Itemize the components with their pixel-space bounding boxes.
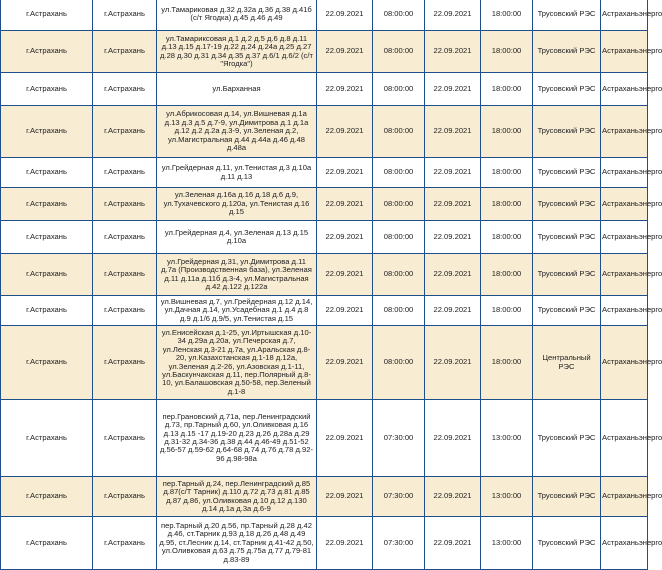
district-cell: г.Астрахань xyxy=(93,31,157,73)
address-cell: ул.Грейдерная д.11, ул.Тенистая д.3 д.10а д.11 д.13 xyxy=(157,158,317,188)
district-cell: г.Астрахань xyxy=(93,400,157,477)
end-date-cell: 22.09.2021 xyxy=(425,0,481,31)
address-cell: ул.Тамариксовая д.1 д.2 д.5 д.6 д.8 д.11 д.13 д.15 д.17-19 д.22 д.24 д.24а д.25 д.27 д.28 д.30 д.31 д.34 д.35 д.37 д.6/1 д.6/2 (с/т "Ягодка") xyxy=(157,31,317,73)
res-cell: Трусовский РЭС xyxy=(533,158,601,188)
district-cell: г.Астрахань xyxy=(93,0,157,31)
start-date-cell: 22.09.2021 xyxy=(317,254,373,296)
city-cell: г.Астрахань xyxy=(1,400,93,477)
address-cell: ул.Грейдерная д.4, ул.Зеленая д.13 д.15 д.10а xyxy=(157,221,317,254)
district-cell: г.Астрахань xyxy=(93,326,157,400)
address-cell: ул.Абрикосовая д.14, ул.Вишневая д.1а д.13 д.3 д.5 д.7-9, ул.Димитрова д.1 д.1а д.12 д.2 д.2а д.3-9, ул.Зеленая д.2, ул.Магистральная д.44 д.44а д.46 д.48 д.48а xyxy=(157,106,317,158)
city-cell: г.Астрахань xyxy=(1,158,93,188)
end-time-cell: 13:00:00 xyxy=(481,400,533,477)
end-date-cell: 22.09.2021 xyxy=(425,296,481,326)
end-date-cell: 22.09.2021 xyxy=(425,221,481,254)
res-cell: Трусовский РЭС xyxy=(533,517,601,570)
organization-cell: Астраханьэнерго xyxy=(601,188,648,221)
address-cell: ул.Енисейская д.1-25, ул.Иртышская д.10-34 д.29а д.20а, ул.Печерская д.7, ул.Ленская д.3-21 д.7а, ул.Аральская д.8-20, ул.Казахстанская д.1-18 д.12а, ул.Зеленая д.2-26, ул.Азовская д.1-11, ул.Баскунчакская д.11, пер.Полярный д.8-10, ул.Балашовская д.50-58, пер.Зеленый д.1-8 xyxy=(157,326,317,400)
res-cell: Трусовский РЭС xyxy=(533,221,601,254)
res-cell: Трусовский РЭС xyxy=(533,296,601,326)
address-cell: ул.Барханная xyxy=(157,73,317,106)
start-time-cell: 08:00:00 xyxy=(373,296,425,326)
start-time-cell: 08:00:00 xyxy=(373,31,425,73)
res-cell: Трусовский РЭС xyxy=(533,31,601,73)
start-date-cell: 22.09.2021 xyxy=(317,517,373,570)
table-row xyxy=(1,517,648,570)
district-cell: г.Астрахань xyxy=(93,221,157,254)
start-time-cell: 08:00:00 xyxy=(373,106,425,158)
city-cell: г.Астрахань xyxy=(1,254,93,296)
start-time-cell: 07:30:00 xyxy=(373,517,425,570)
start-time-cell: 08:00:00 xyxy=(373,254,425,296)
city-cell: г.Астрахань xyxy=(1,326,93,400)
address-cell: ул.Грейдерная д.31, ул.Димитрова д.11 д.7а (Производственная база), ул.Зеленая д.11 д.11а д.11б д.3-4, ул.Магистральная д.42 д.122 д.122а xyxy=(157,254,317,296)
end-time-cell: 13:00:00 xyxy=(481,477,533,517)
city-cell: г.Астрахань xyxy=(1,0,93,31)
address-cell: пер.Грановский д.71а, пер.Ленинградский д.73, пр.Тарный д.60, ул.Оливковая д.16 д.13 д.15 -17 д.19-20 д.23 д.26 д.28а д.29 д.31-32 д.34-36 д.38 д.44 д.46-49 д.51-52 д.56-57 д.59-62 д.64-68 д.74 д.76 д.78 д.92-96 д.98-98а xyxy=(157,400,317,477)
start-date-cell: 22.09.2021 xyxy=(317,158,373,188)
start-date-cell: 22.09.2021 xyxy=(317,400,373,477)
table-row xyxy=(1,400,648,477)
start-date-cell: 22.09.2021 xyxy=(317,106,373,158)
end-time-cell: 18:00:00 xyxy=(481,73,533,106)
organization-cell: Астраханьэнерго xyxy=(601,221,648,254)
table-row xyxy=(1,73,648,106)
end-date-cell: 22.09.2021 xyxy=(425,400,481,477)
table-row xyxy=(1,254,648,296)
table-row xyxy=(1,106,648,158)
district-cell: г.Астрахань xyxy=(93,158,157,188)
start-time-cell: 08:00:00 xyxy=(373,158,425,188)
address-cell: ул.Вишневая д.7, ул.Грейдерная д.12 д.14, ул.Дачная д.14, ул.Усадебная д.1 д.4 д.8 д.9 д.1/6 д.9/5, ул.Тенистая д.15 xyxy=(157,296,317,326)
res-cell: Трусовский РЭС xyxy=(533,73,601,106)
end-time-cell: 18:00:00 xyxy=(481,296,533,326)
organization-cell: Астраханьэнерго xyxy=(601,326,648,400)
end-date-cell: 22.09.2021 xyxy=(425,188,481,221)
address-cell: ул.Тамариковая д.32 д.32а д.36 д.38 д.41б (с/т Ягодка) д.45 д.46 д.49 xyxy=(157,0,317,31)
end-date-cell: 22.09.2021 xyxy=(425,254,481,296)
res-cell: Трусовский РЭС xyxy=(533,254,601,296)
start-date-cell: 22.09.2021 xyxy=(317,326,373,400)
start-time-cell: 07:30:00 xyxy=(373,400,425,477)
city-cell: г.Астрахань xyxy=(1,221,93,254)
end-date-cell: 22.09.2021 xyxy=(425,517,481,570)
organization-cell: Астраханьэнерго xyxy=(601,106,648,158)
table-row xyxy=(1,326,648,400)
district-cell: г.Астрахань xyxy=(93,517,157,570)
city-cell: г.Астрахань xyxy=(1,73,93,106)
end-time-cell: 18:00:00 xyxy=(481,106,533,158)
end-time-cell: 13:00:00 xyxy=(481,517,533,570)
start-date-cell: 22.09.2021 xyxy=(317,477,373,517)
table-row xyxy=(1,158,648,188)
organization-cell: Астраханьэнерго xyxy=(601,73,648,106)
organization-cell: Астраханьэнерго xyxy=(601,477,648,517)
end-date-cell: 22.09.2021 xyxy=(425,31,481,73)
city-cell: г.Астрахань xyxy=(1,517,93,570)
district-cell: г.Астрахань xyxy=(93,106,157,158)
address-cell: пер.Тарный д.24, пер.Ленинградский д.85 д.87(с/Т Тарник) д.110 д.72 д.73 д.81 д.85 д.87 д.86, ул.Оливковая д.10 д.12 д.130 д.14 д.1а д.3а д.6-9 xyxy=(157,477,317,517)
res-cell: Трусовский РЭС xyxy=(533,188,601,221)
res-cell: Трусовский РЭС xyxy=(533,0,601,31)
table-row xyxy=(1,221,648,254)
organization-cell: Астраханьэнерго xyxy=(601,296,648,326)
start-time-cell: 08:00:00 xyxy=(373,73,425,106)
district-cell: г.Астрахань xyxy=(93,477,157,517)
end-time-cell: 18:00:00 xyxy=(481,326,533,400)
organization-cell: Астраханьэнерго xyxy=(601,400,648,477)
city-cell: г.Астрахань xyxy=(1,477,93,517)
start-date-cell: 22.09.2021 xyxy=(317,188,373,221)
organization-cell: Астраханьэнерго xyxy=(601,0,648,31)
res-cell: Трусовский РЭС xyxy=(533,400,601,477)
start-time-cell: 08:00:00 xyxy=(373,188,425,221)
res-cell: Центральный РЭС xyxy=(533,326,601,400)
res-cell: Трусовский РЭС xyxy=(533,106,601,158)
res-cell: Трусовский РЭС xyxy=(533,477,601,517)
end-time-cell: 18:00:00 xyxy=(481,0,533,31)
start-time-cell: 08:00:00 xyxy=(373,0,425,31)
end-time-cell: 18:00:00 xyxy=(481,254,533,296)
end-time-cell: 18:00:00 xyxy=(481,31,533,73)
end-time-cell: 18:00:00 xyxy=(481,158,533,188)
end-date-cell: 22.09.2021 xyxy=(425,158,481,188)
start-time-cell: 08:00:00 xyxy=(373,221,425,254)
organization-cell: Астраханьэнерго xyxy=(601,517,648,570)
city-cell: г.Астрахань xyxy=(1,31,93,73)
start-date-cell: 22.09.2021 xyxy=(317,296,373,326)
organization-cell: Астраханьэнерго xyxy=(601,254,648,296)
table-row xyxy=(1,31,648,73)
table-row xyxy=(1,0,648,31)
district-cell: г.Астрахань xyxy=(93,188,157,221)
table-body xyxy=(1,0,662,570)
address-cell: пер.Тарный д.20 д.56, пр.Тарный д.28 д.42 д.46, ст.Тарник д.93 д.18 д.26 д.48 д.49 д.95, ст.Лесник д.14, ст.Тарник д.41-42 д.50, ул.Оливковая д.63 д.75 д.75а д.77 д.79-81 д.83-89 xyxy=(157,517,317,570)
end-time-cell: 18:00:00 xyxy=(481,221,533,254)
table-row xyxy=(1,477,648,517)
start-date-cell: 22.09.2021 xyxy=(317,73,373,106)
district-cell: г.Астрахань xyxy=(93,296,157,326)
table-row xyxy=(1,188,648,221)
district-cell: г.Астрахань xyxy=(93,73,157,106)
end-date-cell: 22.09.2021 xyxy=(425,326,481,400)
organization-cell: Астраханьэнерго xyxy=(601,31,648,73)
start-date-cell: 22.09.2021 xyxy=(317,31,373,73)
start-date-cell: 22.09.2021 xyxy=(317,221,373,254)
start-time-cell: 07:30:00 xyxy=(373,477,425,517)
organization-cell: Астраханьэнерго xyxy=(601,158,648,188)
end-date-cell: 22.09.2021 xyxy=(425,106,481,158)
start-date-cell: 22.09.2021 xyxy=(317,0,373,31)
city-cell: г.Астрахань xyxy=(1,296,93,326)
address-cell: ул.Зеленая д.16а д.16 д.18 д.6 д.9, ул.Тухачевского д.120а, ул.Тенистая д.16 д.15 xyxy=(157,188,317,221)
city-cell: г.Астрахань xyxy=(1,106,93,158)
end-date-cell: 22.09.2021 xyxy=(425,477,481,517)
city-cell: г.Астрахань xyxy=(1,188,93,221)
district-cell: г.Астрахань xyxy=(93,254,157,296)
end-date-cell: 22.09.2021 xyxy=(425,73,481,106)
end-time-cell: 18:00:00 xyxy=(481,188,533,221)
table-row xyxy=(1,296,648,326)
start-time-cell: 08:00:00 xyxy=(373,326,425,400)
